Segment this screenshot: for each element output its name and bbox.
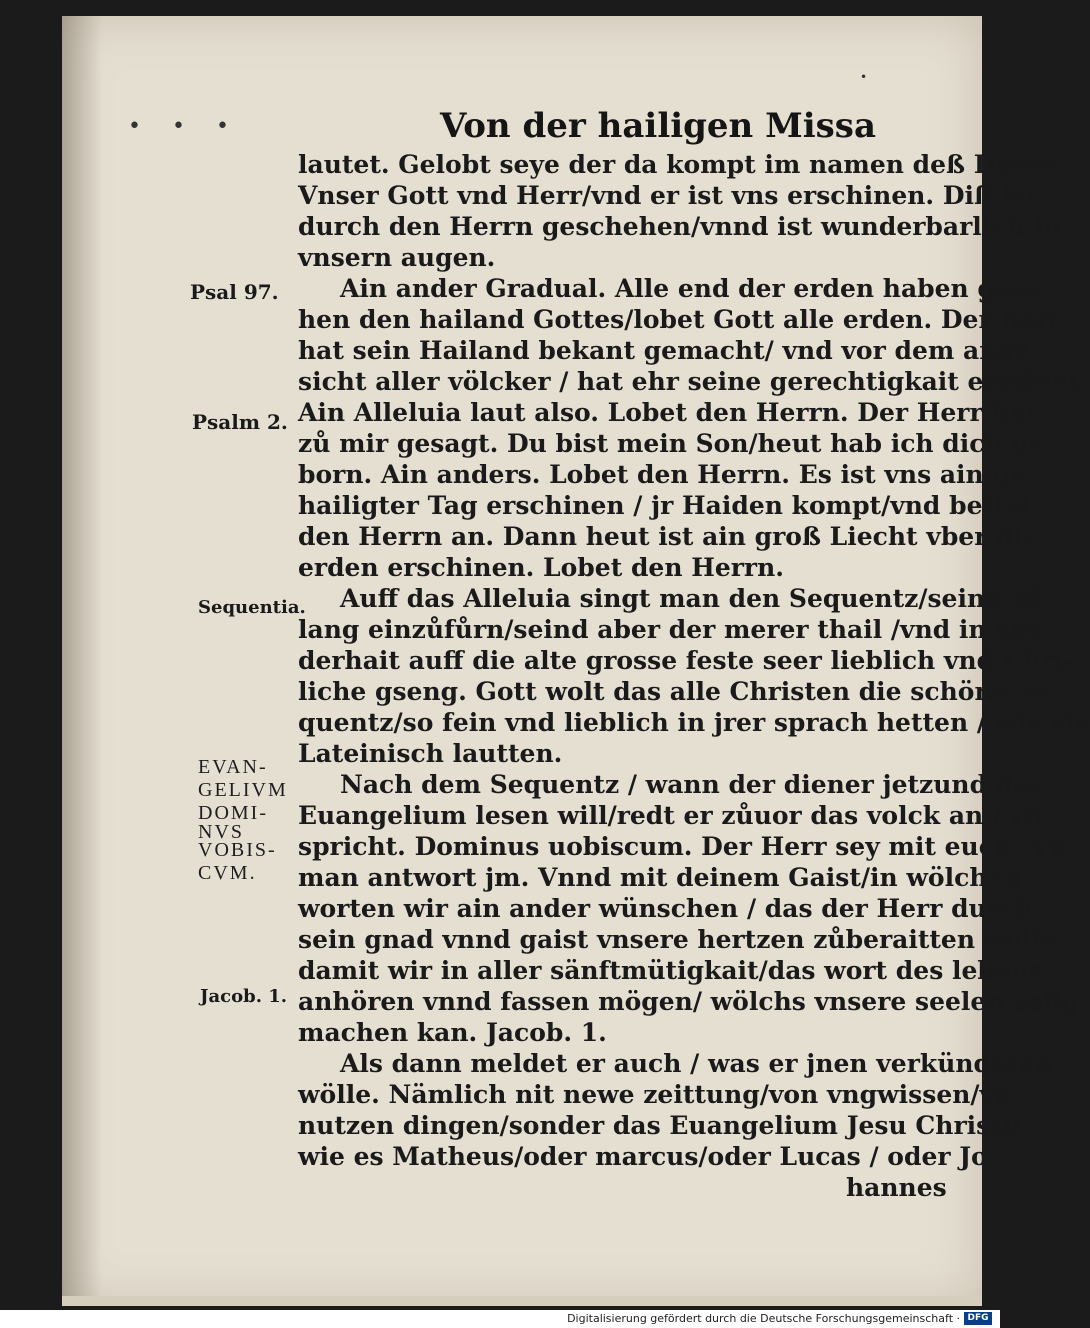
margin-note-psalm-2: Psalm 2. xyxy=(192,410,288,434)
evangelium-line: NVS xyxy=(198,821,245,843)
catchword: hannes xyxy=(846,1173,947,1202)
text-line: Auff das Alleluia singt man den Sequentz/seind zů xyxy=(340,584,1044,613)
text-line: sicht aller völcker / hat ehr seine gerechtigkait eröffnet. xyxy=(298,367,1089,396)
text-line: zů mir gesagt. Du bist mein Son/heut hab ich dich ge xyxy=(298,429,1045,458)
text-line: damit wir in aller sänftmütigkait/das wort des lebens xyxy=(298,956,1044,985)
text-line: erden erschinen. Lobet den Herrn. xyxy=(298,553,784,582)
text-line: durch den Herrn geschehen/vnnd ist wunderbarlich in xyxy=(298,212,1062,241)
text-line: hen den hailand Gottes/lobet Gott alle erden. Der herr xyxy=(298,305,1061,334)
text-line: anhören vnnd fassen mögen/ wölchs vnsere seelen selig xyxy=(298,987,1080,1016)
margin-note-psal-97: Psal 97. xyxy=(190,280,279,304)
text-line: Ain Alleluia laut also. Lobet den Herrn. Der Herr hat xyxy=(298,398,1038,427)
text-line: wie es Matheus/oder marcus/oder Lucas / oder Jo- xyxy=(298,1142,999,1171)
evangelium-line: CVM. xyxy=(198,862,257,884)
text-line: Lateinisch lautten. xyxy=(298,739,563,768)
page-fold-shadow xyxy=(62,16,102,1306)
text-line: den Herrn an. Dann heut ist ain groß Liecht vber die xyxy=(298,522,1039,551)
corner-mark: • xyxy=(860,70,868,84)
text-line: hailigter Tag erschinen / jr Haiden kompt/vnd bettet xyxy=(298,491,1034,520)
text-line: worten wir ain ander wünschen / das der Herr durch xyxy=(298,894,1034,923)
running-title: Von der hailigen Missa xyxy=(440,106,876,146)
text-line: hat sein Hailand bekant gemacht/ vnd vor dem ange- xyxy=(298,336,1042,365)
evangelium-line: EVAN- xyxy=(198,756,268,778)
text-line: vnsern augen. xyxy=(298,243,496,272)
margin-note-jacob: Jacob. 1. xyxy=(200,986,288,1007)
margin-note-sequentia: Sequentia. xyxy=(198,597,306,618)
evangelium-line: VOBIS- xyxy=(198,839,277,861)
text-line: lang einzůfůrn/seind aber der merer thail /vnd in son- xyxy=(298,615,1055,644)
text-line: derhait auff die alte grosse feste seer lieblich vnd Chri- xyxy=(298,646,1074,675)
text-line: Als dann meldet er auch / was er jnen verkündigen xyxy=(340,1049,1053,1078)
text-line: nutzen dingen/sonder das Euangelium Jesu Christi/ xyxy=(298,1111,1021,1140)
text-line: man antwort jm. Vnnd mit deinem Gaist/in wölchen xyxy=(298,863,1022,892)
text-line: sein gnad vnnd gaist vnsere hertzen zůberaitten wölle/ xyxy=(298,925,1066,954)
margin-note-evangelium xyxy=(198,756,308,885)
text-line: born. Ain anders. Lobet den Herrn. Es ist vns ain ge- xyxy=(298,460,1037,489)
text-line: Ain ander Gradual. Alle end der erden haben gese- xyxy=(340,274,1052,303)
text-line: wölle. Nämlich nit newe zeittung/von vngwissen/vn- xyxy=(298,1080,1023,1109)
text-line: Euangelium lesen will/redt er zůuor das volck an / vñ xyxy=(298,801,1043,830)
evangelium-line: DOMI- xyxy=(198,802,268,824)
text-line: quentz/so fein vnd lieblich in jrer sprach hetten / wie sie xyxy=(298,708,1090,737)
text-line: spricht. Dominus uobiscum. Der Herr sey mit euch. Vñ xyxy=(298,832,1068,861)
text-line: machen kan. Jacob. 1. xyxy=(298,1018,607,1047)
text-line: Nach dem Sequentz / wann der diener jetzund das xyxy=(340,770,1044,799)
page-bottom-edge xyxy=(62,1296,982,1306)
dfg-logo: DFG xyxy=(964,1312,992,1325)
text-line: Vnser Gott vnd Herr/vnd er ist vns erschinen. Diß ist xyxy=(298,181,1037,210)
footer-credit: Digitalisierung gefördert durch die Deutsche Forschungsgemeinschaft · xyxy=(567,1312,960,1325)
text-line: liche gseng. Gott wolt das alle Christen die schöne Se- xyxy=(298,677,1062,706)
text-line: lautet. Gelobt seye der da kompt im namen deß Herrn. xyxy=(298,150,1067,179)
top-marks: • • • xyxy=(128,114,241,139)
evangelium-line: GELIVM xyxy=(198,779,288,801)
